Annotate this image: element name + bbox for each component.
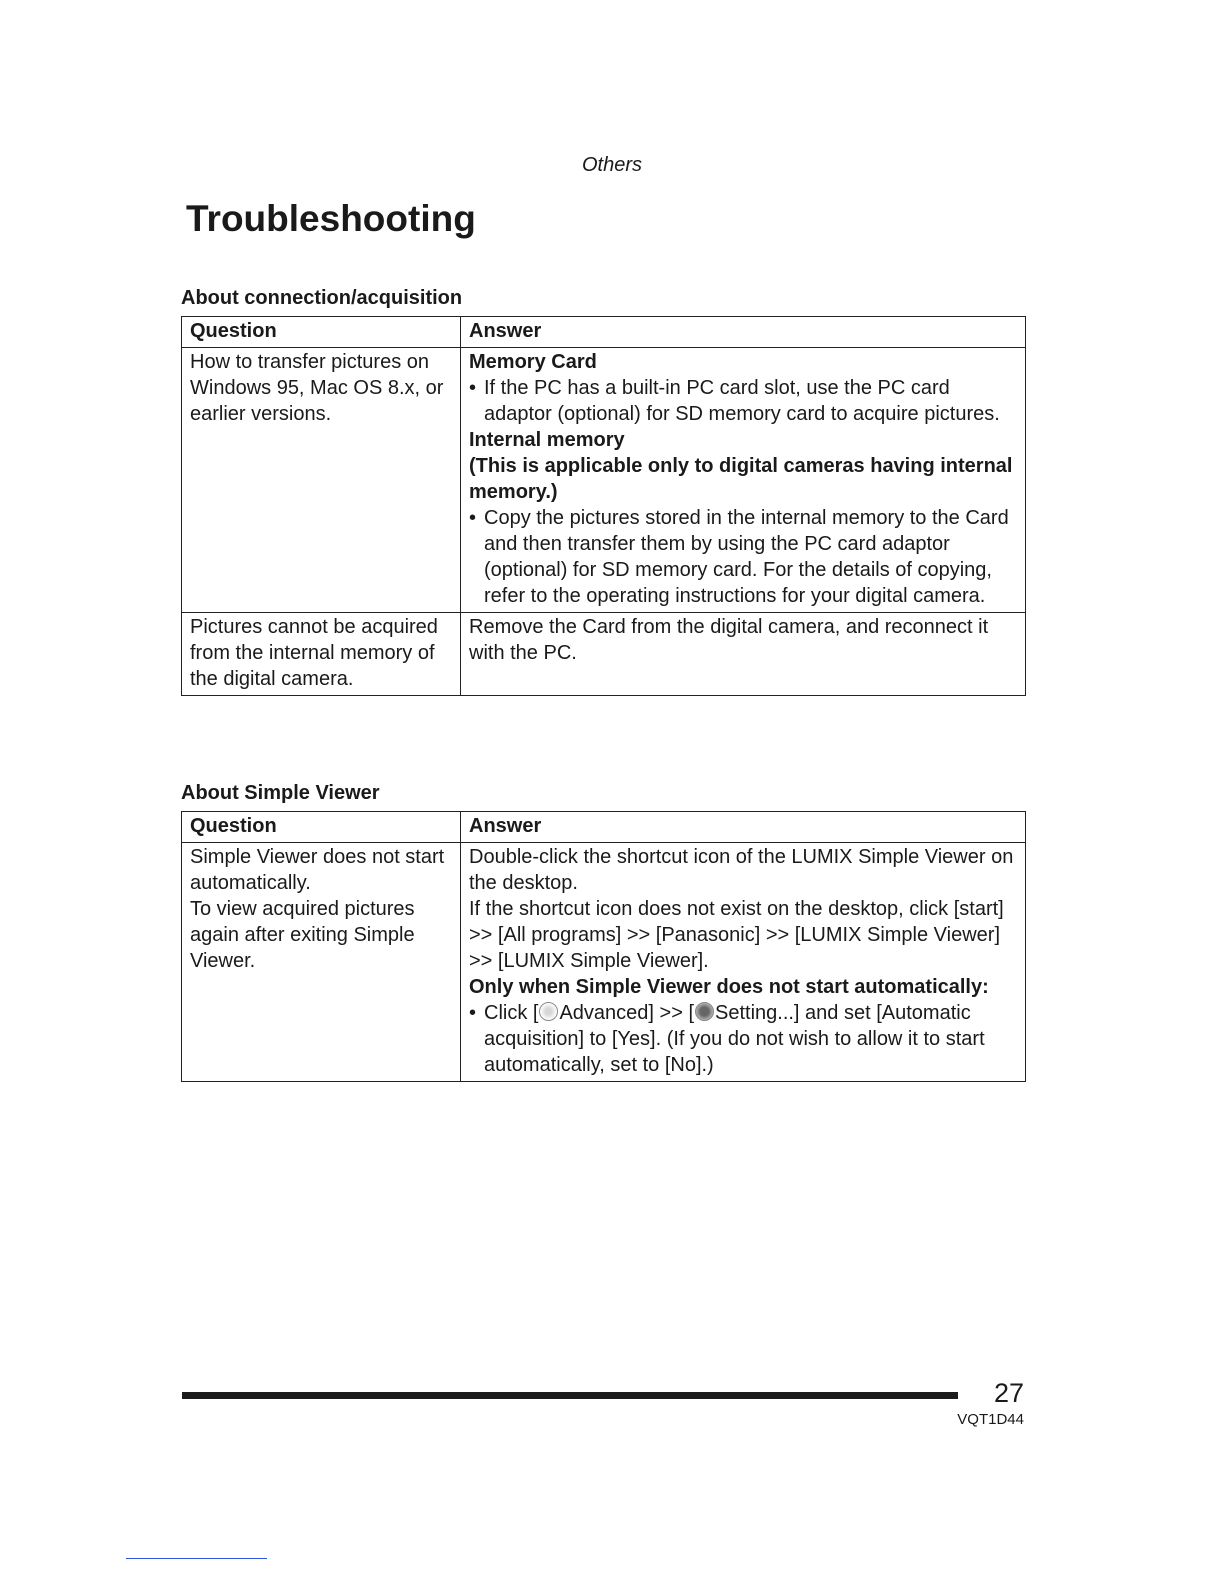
document-code: VQT1D44 — [957, 1411, 1024, 1428]
list-item — [469, 505, 1018, 609]
page-title: Troubleshooting — [186, 198, 476, 239]
advanced-label: Advanced] >> [ — [559, 1002, 694, 1024]
question-column-header: Question — [182, 812, 461, 843]
answer-cell — [461, 348, 1026, 613]
answer-column-header: Answer — [461, 317, 1026, 348]
question-text: To view acquired pictures again after exiting Simple Viewer. — [190, 898, 415, 972]
section-label: Others — [581, 154, 643, 176]
list-item — [469, 375, 1018, 427]
click-instruction — [484, 1000, 1018, 1078]
internal-memory-text: Copy the pictures stored in the internal memory to the Card and then transfer them by using the PC card adaptor (optional) for SD memory card. For the details of copying, refer to the operating instructions for your digital camera. — [484, 507, 1009, 607]
question-text: Simple Viewer does not start automatically. — [190, 846, 445, 894]
viewer-table — [181, 811, 1026, 1082]
footer-bar — [182, 1392, 958, 1399]
bullet-icon: • — [469, 377, 477, 399]
internal-memory-note: (This is applicable only to digital cameras having internal memory.) — [469, 455, 1013, 503]
bullet-icon: • — [469, 507, 477, 529]
internal-memory-heading: Internal memory — [469, 429, 625, 451]
table-header-row — [182, 317, 1026, 348]
advanced-icon — [539, 1002, 558, 1021]
page-number: 27 — [993, 1378, 1024, 1408]
list-item — [469, 1000, 1018, 1078]
table-row — [182, 348, 1026, 613]
bullet-icon: • — [469, 1002, 477, 1024]
question-cell: How to transfer pictures on Windows 95, Mac OS 8.x, or earlier versions. — [182, 348, 461, 613]
table-row — [182, 613, 1026, 696]
table-row — [182, 843, 1026, 1082]
question-column-header: Question — [182, 317, 461, 348]
viewer-heading: About Simple Viewer — [181, 782, 380, 804]
setting-icon — [695, 1002, 714, 1021]
setting-label: Setting...] and set [Automatic acquisition] to [Yes]. (If you do not wish to allow it to start automatically, set to [No].) — [484, 1002, 985, 1076]
connection-heading: About connection/acquisition — [181, 287, 463, 309]
answer-text: Double-click the shortcut icon of the LUMIX Simple Viewer on the desktop. — [469, 846, 1014, 894]
answer-cell — [461, 843, 1026, 1082]
connection-table — [181, 316, 1026, 696]
question-cell — [182, 843, 461, 1082]
memory-card-text: If the PC has a built-in PC card slot, use the PC card adaptor (optional) for SD memory card to acquire pictures. — [484, 377, 1000, 425]
question-cell: Pictures cannot be acquired from the internal memory of the digital camera. — [182, 613, 461, 696]
answer-text: If the shortcut icon does not exist on the desktop, click [start] >> [All programs] >> [Panasonic] >> [LUMIX Simple Viewer] >> [LUMIX Simple Viewer]. — [469, 898, 1004, 972]
edge-mark — [126, 1558, 267, 1559]
answer-column-header: Answer — [461, 812, 1026, 843]
memory-card-heading: Memory Card — [469, 351, 597, 373]
click-prefix-text: Click [ — [484, 1002, 539, 1024]
table-header-row — [182, 812, 1026, 843]
answer-cell: Remove the Card from the digital camera, and reconnect it with the PC. — [461, 613, 1026, 696]
only-when-heading: Only when Simple Viewer does not start automatically: — [469, 976, 989, 998]
